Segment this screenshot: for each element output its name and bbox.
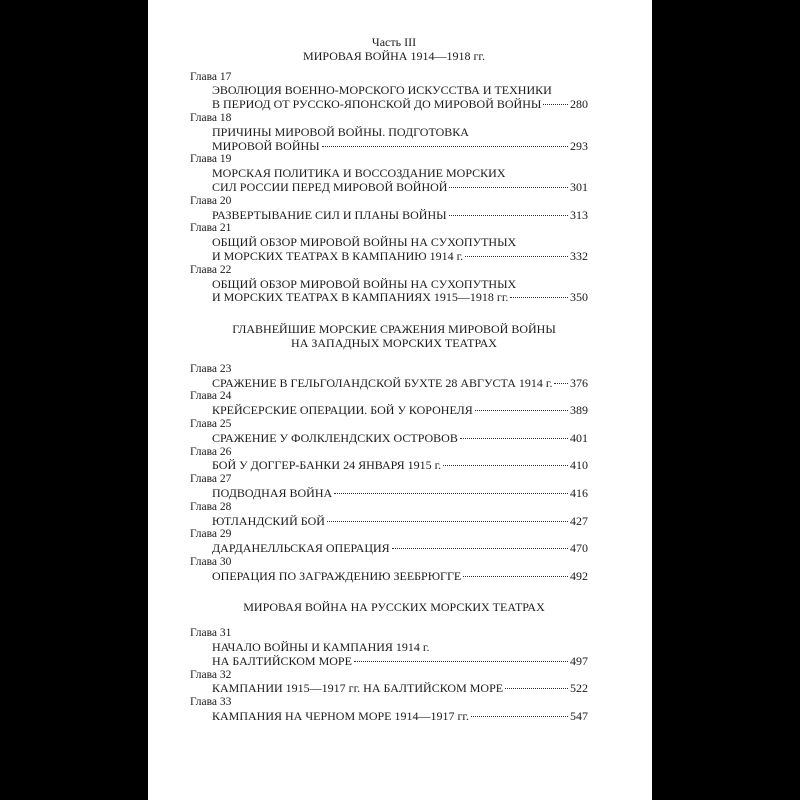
chapter-label: Глава 19 — [190, 153, 232, 166]
chapter-label: Глава 21 — [190, 222, 232, 235]
section-title-western-line-2: НА ЗАПАДНЫХ МОРСКИХ ТЕАТРАХ — [291, 335, 497, 350]
toc-entry — [190, 696, 588, 724]
chapter-title — [190, 209, 588, 223]
chapter-label: Глава 24 — [190, 390, 232, 403]
dot-leader — [334, 493, 568, 494]
dot-leader — [449, 187, 568, 188]
chapter-title-text: И МОРСКИХ ТЕАТРАХ В КАМПАНИЯХ 1915—1918 гг. — [212, 290, 509, 305]
page-number: 427 — [570, 513, 588, 528]
chapter-title — [190, 682, 588, 696]
page-number: 522 — [570, 681, 588, 696]
toc-entry — [190, 222, 588, 263]
section-title-western-line-1: ГЛАВНЕЙШИЕ МОРСКИЕ СРАЖЕНИЯ МИРОВОЙ ВОЙНЫ — [232, 322, 556, 337]
toc-entry — [190, 669, 588, 697]
page-number: 301 — [570, 179, 588, 194]
page-number: 401 — [570, 430, 588, 445]
chapter-label: Глава 28 — [190, 500, 232, 513]
part-title: МИРОВАЯ ВОЙНА 1914—1918 гг. — [303, 48, 485, 63]
chapter-title-last-line — [212, 655, 588, 669]
chapter-title-text: НА БАЛТИЙСКОМ МОРЕ — [212, 653, 352, 668]
chapter-title — [190, 167, 588, 195]
dot-leader — [443, 465, 568, 466]
dot-leader — [554, 383, 568, 384]
page-number: 497 — [570, 653, 588, 668]
chapter-label: Глава 31 — [190, 627, 232, 640]
chapter-title-text: РАЗВЕРТЫВАНИЕ СИЛ И ПЛАНЫ ВОЙНЫ — [212, 207, 447, 222]
chapter-title-text: ДАРДАНЕЛЛЬСКАЯ ОПЕРАЦИЯ — [212, 541, 390, 556]
chapter-title-last-line — [212, 515, 588, 529]
chapter-title-last-line — [212, 487, 588, 501]
page-number: 389 — [570, 403, 588, 418]
chapter-label: Глава 30 — [190, 555, 232, 568]
chapter-title — [190, 710, 588, 724]
dot-leader — [463, 576, 568, 577]
chapter-label: Глава 32 — [190, 668, 232, 681]
chapter-title-line: НАЧАЛО ВОЙНЫ И КАМПАНИЯ 1914 г. — [212, 640, 430, 655]
chapter-group-1 — [190, 71, 588, 306]
right-border — [652, 0, 800, 800]
page-number: 492 — [570, 568, 588, 583]
chapter-title-last-line — [212, 432, 588, 446]
chapter-title-line: ОБЩИЙ ОБЗОР МИРОВОЙ ВОЙНЫ НА СУХОПУТНЫХ — [212, 276, 517, 291]
dot-leader — [392, 548, 568, 549]
chapter-title-last-line — [212, 682, 588, 696]
chapter-label: Глава 20 — [190, 194, 232, 207]
chapter-title-last-line — [212, 181, 588, 195]
chapter-title-last-line — [212, 459, 588, 473]
page-number: 416 — [570, 485, 588, 500]
chapter-title — [190, 487, 588, 501]
chapter-label: Глава 25 — [190, 417, 232, 430]
dot-leader — [460, 438, 568, 439]
chapter-title — [190, 126, 588, 154]
page-number: 376 — [570, 375, 588, 390]
dot-leader — [475, 410, 568, 411]
chapter-title — [190, 84, 588, 112]
toc-entry — [190, 418, 588, 446]
left-border — [0, 0, 148, 800]
chapter-title-last-line — [212, 291, 588, 305]
dot-leader — [471, 716, 568, 717]
chapter-title-text: БОЙ У ДОГГЕР-БАНКИ 24 ЯНВАРЯ 1915 г. — [212, 458, 442, 473]
page-number: 313 — [570, 207, 588, 222]
toc-entry — [190, 195, 588, 223]
page-number: 470 — [570, 541, 588, 556]
chapter-label: Глава 22 — [190, 263, 232, 276]
chapter-title-text: СРАЖЕНИЕ В ГЕЛЬГОЛАНДСКОЙ БУХТЕ 28 АВГУСТА 1914 г. — [212, 375, 553, 390]
chapter-title — [190, 432, 588, 446]
part-label: Часть III — [371, 35, 417, 49]
chapter-title-line: ОБЩИЙ ОБЗОР МИРОВОЙ ВОЙНЫ НА СУХОПУТНЫХ — [212, 235, 517, 250]
chapter-title-line: ПРИЧИНЫ МИРОВОЙ ВОЙНЫ. ПОДГОТОВКА — [212, 124, 469, 139]
chapter-title-text: КРЕЙСЕРСКИЕ ОПЕРАЦИИ. БОЙ У КОРОНЕЛЯ — [212, 403, 473, 418]
page-number: 547 — [570, 709, 588, 724]
chapter-label: Глава 33 — [190, 696, 232, 709]
toc-entry — [190, 446, 588, 474]
dot-leader — [510, 297, 568, 298]
chapter-group-2 — [190, 363, 588, 584]
chapter-title — [190, 542, 588, 556]
dot-leader — [505, 688, 568, 689]
toc-entry — [190, 112, 588, 153]
chapter-title — [190, 515, 588, 529]
chapter-title — [190, 459, 588, 473]
table-of-contents — [190, 36, 588, 724]
page-number: 293 — [570, 138, 588, 153]
dot-leader — [327, 521, 568, 522]
chapter-title-last-line — [212, 140, 588, 154]
dot-leader — [543, 104, 568, 105]
dot-leader — [322, 146, 568, 147]
chapter-title-last-line — [212, 570, 588, 584]
toc-entry — [190, 627, 588, 668]
chapter-title — [190, 404, 588, 418]
page-number: 410 — [570, 458, 588, 473]
chapter-title — [190, 641, 588, 669]
chapter-title-last-line — [212, 377, 588, 391]
chapter-title-last-line — [212, 209, 588, 223]
chapter-title-text: МИРОВОЙ ВОЙНЫ — [212, 138, 320, 153]
chapter-label: Глава 29 — [190, 528, 232, 541]
chapter-title-text: КАМПАНИИ 1915—1917 гг. НА БАЛТИЙСКОМ МОРЕ — [212, 681, 504, 696]
chapter-title-text: ПОДВОДНАЯ ВОЙНА — [212, 485, 333, 500]
chapter-title-last-line — [212, 404, 588, 418]
toc-entry — [190, 363, 588, 391]
section-title-russian: МИРОВАЯ ВОЙНА НА РУССКИХ МОРСКИХ ТЕАТРАХ — [243, 600, 545, 615]
page-number: 350 — [570, 290, 588, 305]
chapter-title-last-line — [212, 98, 588, 112]
chapter-title-line: МОРСКАЯ ПОЛИТИКА И ВОССОЗДАНИЕ МОРСКИХ — [212, 166, 506, 181]
chapter-label: Глава 17 — [190, 70, 232, 83]
book-page — [148, 0, 652, 800]
chapter-title-last-line — [212, 250, 588, 264]
chapter-title-line: ЭВОЛЮЦИЯ ВОЕННО-МОРСКОГО ИСКУССТВА И ТЕХНИКИ — [212, 83, 552, 98]
toc-entry — [190, 473, 588, 501]
chapter-title — [190, 570, 588, 584]
toc-entry — [190, 501, 588, 529]
toc-entry — [190, 390, 588, 418]
chapter-title-text: ОПЕРАЦИЯ ПО ЗАГРАЖДЕНИЮ ЗЕЕБРЮГГЕ — [212, 568, 462, 583]
toc-entry — [190, 153, 588, 194]
dot-leader — [449, 215, 568, 216]
chapter-title-text: КАМПАНИЯ НА ЧЕРНОМ МОРЕ 1914—1917 гг. — [212, 709, 469, 724]
chapter-label: Глава 26 — [190, 445, 232, 458]
toc-entry — [190, 71, 588, 112]
chapter-label: Глава 18 — [190, 111, 232, 124]
chapter-group-3 — [190, 627, 588, 724]
chapter-label: Глава 27 — [190, 473, 232, 486]
dot-leader — [354, 661, 568, 662]
chapter-title-text: И МОРСКИХ ТЕАТРАХ В КАМПАНИЮ 1914 г. — [212, 248, 464, 263]
toc-entry — [190, 528, 588, 556]
page-number: 280 — [570, 97, 588, 112]
page-number: 332 — [570, 248, 588, 263]
dot-leader — [465, 256, 568, 257]
chapter-title-last-line — [212, 710, 588, 724]
toc-entry — [190, 264, 588, 305]
chapter-title — [190, 236, 588, 264]
toc-entry — [190, 556, 588, 584]
chapter-title — [190, 278, 588, 306]
chapter-title-text: СРАЖЕНИЕ У ФОЛКЛЕНДСКИХ ОСТРОВОВ — [212, 430, 458, 445]
chapter-title-text: СИЛ РОССИИ ПЕРЕД МИРОВОЙ ВОЙНОЙ — [212, 179, 448, 194]
chapter-title-last-line — [212, 542, 588, 556]
chapter-title-text: В ПЕРИОД ОТ РУССКО-ЯПОНСКОЙ ДО МИРОВОЙ ВОЙНЫ — [212, 97, 542, 112]
chapter-label: Глава 23 — [190, 362, 232, 375]
chapter-title — [190, 377, 588, 391]
chapter-title-text: ЮТЛАНДСКИЙ БОЙ — [212, 513, 325, 528]
